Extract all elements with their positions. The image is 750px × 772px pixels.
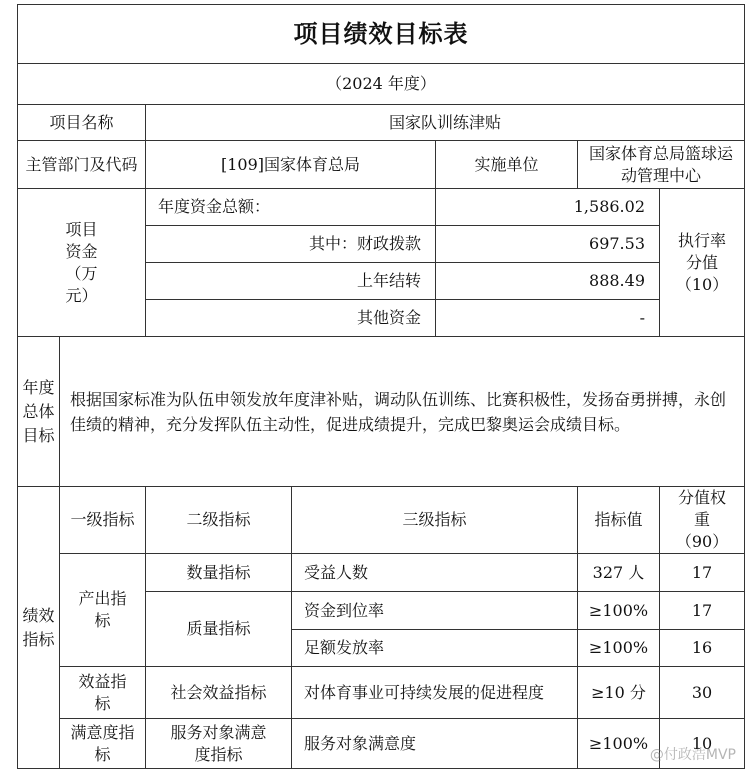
quality-indicator-label: 质量指标 [146,592,292,667]
funds-row-label: 上年结转 [146,263,436,300]
funds-row-value: 697.53 [436,226,660,263]
indicator-name: 资金到位率 [292,592,578,630]
annual-goal-text: 根据国家标准为队伍申领发放年度津补贴，调动队伍训练、比赛积极性，发扬奋勇拼搏，永创佳绩的精神，充分发挥队伍主动性，促进成绩提升，完成巴黎奥运会成绩目标。 [60,337,745,487]
dept-label: 主管部门及代码 [18,141,146,189]
indicator-name: 足额发放率 [292,630,578,667]
funds-row-value: - [436,300,660,337]
annual-goal-label: 年度总体目标 [18,337,60,487]
indicator-weight: 10 [660,719,745,769]
indicator-value: ≥10 分 [578,667,660,719]
fiscal-year: （2024 年度） [18,64,745,105]
indicator-weight: 16 [660,630,745,667]
satisfaction-indicator-label: 满意度指标 [60,719,146,769]
project-name-value: 国家队训练津贴 [146,105,745,141]
funds-row-label: 其他资金 [146,300,436,337]
header-level-3: 三级指标 [292,487,578,554]
impl-unit-label: 实施单位 [436,141,578,189]
funds-row-label: 其中：财政拨款 [146,226,436,263]
header-weight: 分值权重（90） [660,487,745,554]
indicator-value: ≥100% [578,592,660,630]
indicator-value: ≥100% [578,630,660,667]
table-title: 项目绩效目标表 [18,5,745,64]
indicator-name: 受益人数 [292,554,578,592]
dept-value: [109]国家体育总局 [146,141,436,189]
project-name-label: 项目名称 [18,105,146,141]
social-benefit-label: 社会效益指标 [146,667,292,719]
impl-unit-value: 国家体育总局篮球运动管理中心 [578,141,745,189]
funds-label: 项目资金（万元） [18,189,146,337]
indicator-name: 对体育事业可持续发展的促进程度 [292,667,578,719]
perf-indicators-label: 绩效指标 [18,487,60,769]
exec-rate-label: 执行率分值（10） [660,189,745,337]
funds-row-label: 年度资金总额： [146,189,436,226]
indicator-name: 服务对象满意度 [292,719,578,769]
performance-target-table [17,4,745,769]
indicator-value: 327 人 [578,554,660,592]
funds-row-value: 1,586.02 [436,189,660,226]
indicator-value: ≥100% [578,719,660,769]
header-level-1: 一级指标 [60,487,146,554]
service-satisfaction-label: 服务对象满意度指标 [146,719,292,769]
header-level-2: 二级指标 [146,487,292,554]
watermark: @付政浩MVP [649,747,736,763]
quantity-indicator-label: 数量指标 [146,554,292,592]
benefit-indicator-label: 效益指标 [60,667,146,719]
funds-row-value: 888.49 [436,263,660,300]
header-value: 指标值 [578,487,660,554]
indicator-weight: 17 [660,554,745,592]
indicator-weight: 17 [660,592,745,630]
indicator-weight: 30 [660,667,745,719]
output-indicator-label: 产出指标 [60,554,146,667]
